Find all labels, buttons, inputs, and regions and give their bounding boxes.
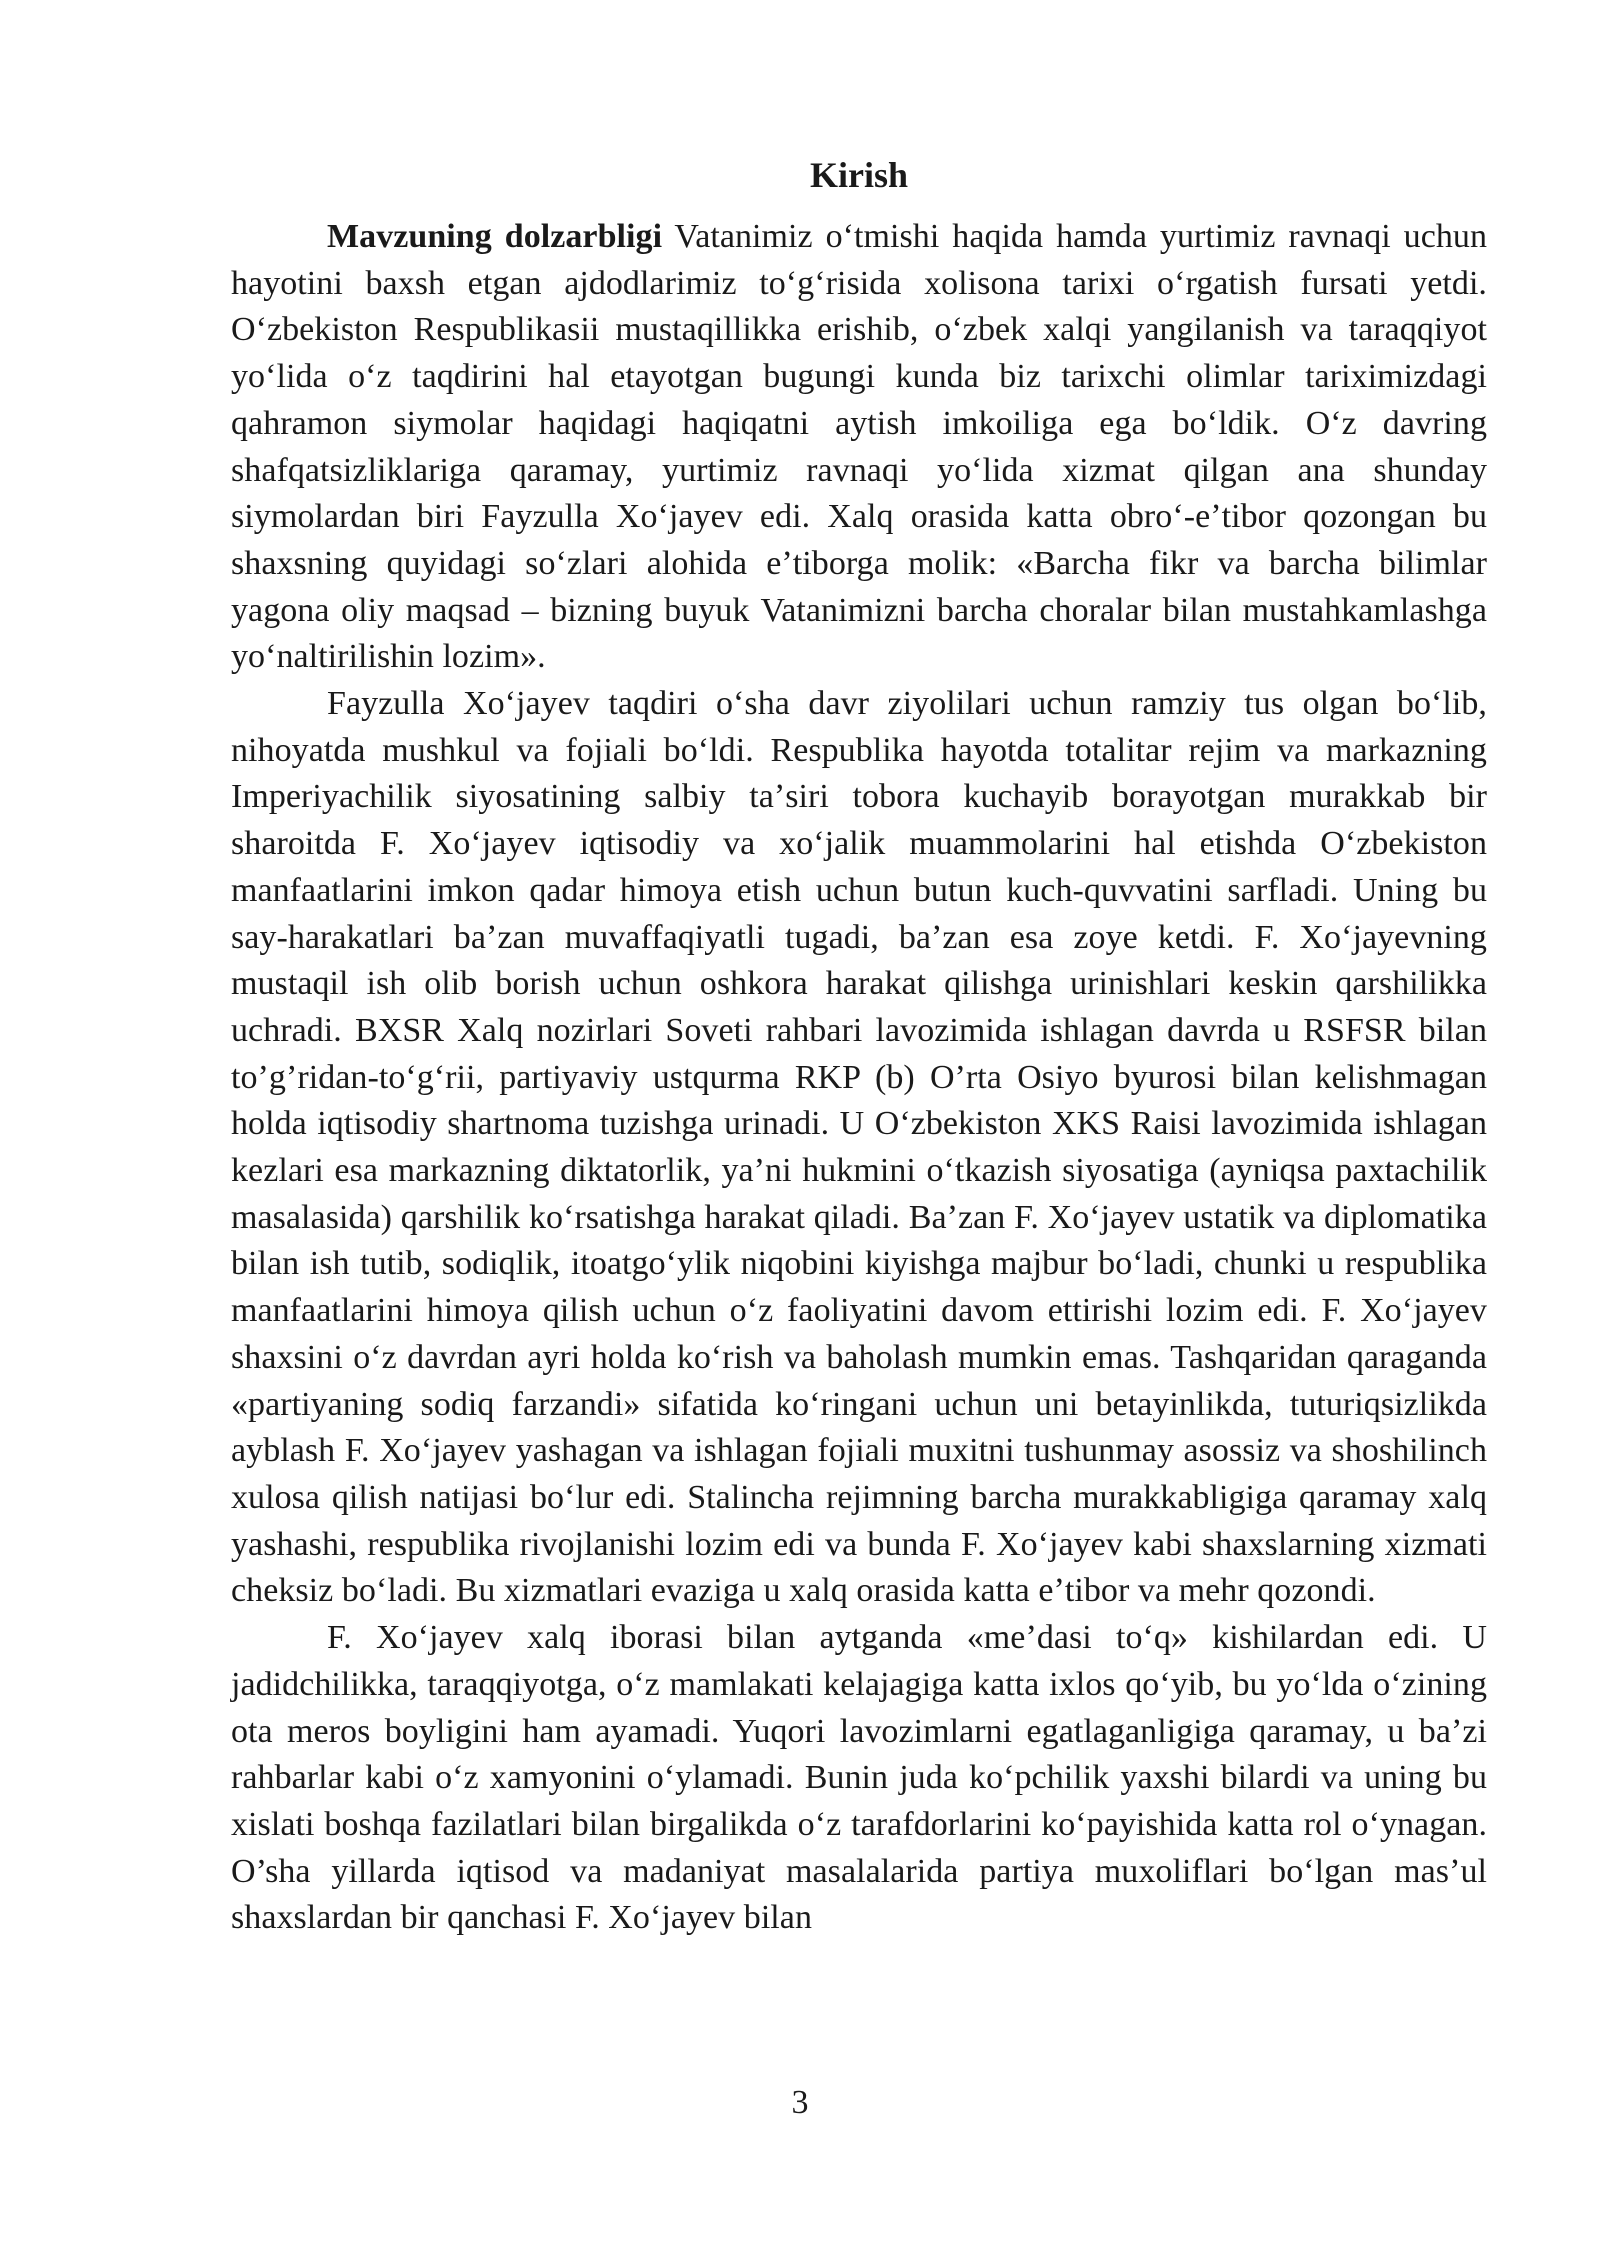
paragraph-lead: Mavzuning dolzarbligi xyxy=(327,218,663,255)
paragraph-text: Vatanimiz oʻtmishi haqida hamda yurtimiz ravnaqi uchun hayotini baxsh etgan ajdodlarimiz toʻgʻrisida xolisona tarixi oʻrgatish fursati yetdi. Oʻzbekiston Respublikasii mustaqillikka erishib, oʻzbek xalqi yangilanish va taraqqiyot yoʻlida oʻz taqdirini hal etayotgan bugungi kunda biz tarixchi olimlar tariximizdagi qahramon siymolar haqidagi haqiqatni aytish imkoiliga ega boʻldik. Oʻz davring shafqatsizliklariga qaramay, yurtimiz ravnaqi yoʻlida xizmat qilgan ana shunday siymolardan biri Fayzulla Xoʻjayev edi. Xalq orasida katta obroʻ-eʼtibor qozongan bu shaxsning quyidagi soʻzlari alohida eʼtiborga molik: «Barcha fikr va barcha bilimlar yagona oliy maqsad – bizning buyuk Vatanimizni barcha choralar bilan mustahkamlashga yoʻnaltirilishin lozim». xyxy=(231,218,1488,676)
paragraph-text: Fayzulla Xoʻjayev taqdiri oʻsha davr ziyolilari uchun ramziy tus olgan boʻlib, nihoyatda mushkul va fojiali boʻldi. Respublika hayotda totalitar rejim va markazning Imperiyachilik siyosatining salbiy taʼsiri tobora kuchayib borayotgan murakkab bir sharoitda F. Xoʻjayev iqtisodiy va xoʻjalik muammolarini hal etishda Oʻzbekiston manfaatlarini imkon qadar himoya etish uchun butun kuch-quvvatini sarfladi. Uning bu say-harakatlari baʼzan muvaffaqiyatli tugadi, baʼzan esa zoye ketdi. F. Xoʻjayevning mustaqil ish olib borish uchun oshkora harakat qilishga urinishlari keskin qarshilikka uchradi. BXSR Xalq nozirlari Soveti rahbari lavozimida ishlagan davrda u RSFSR bilan to’g’ridan-toʻgʻrii, partiyaviy ustqurma RKP (b) O’rta Osiyo byurosi bilan kelishmagan holda iqtisodiy shartnoma tuzishga urinadi. U Oʻzbekiston XKS Raisi lavozimida ishlagan kezlari esa markazning diktatorlik, ya’ni hukmini oʻtkazish siyosatiga (ayniqsa paxtachilik masalasida) qarshilik koʻrsatishga harakat qiladi. Baʼzan F. Xoʻjayev ustatik va diplomatika bilan ish tutib, sodiqlik, itoatgoʻylik niqobini kiyishga majbur boʻladi, chunki u respublika manfaatlarini himoya qilish uchun oʻz faoliyatini davom ettirishi lozim edi. F. Xoʻjayev shaxsini oʻz davrdan ayri holda koʻrish va baholash mumkin emas. Tashqaridan qaraganda «partiyaning sodiq farzandi» sifatida koʻringani uchun uni betayinlikda, tuturiqsizlikda ayblash F. Xoʻjayev yashagan va ishlagan fojiali muxitni tushunmay asossiz va shoshilinch xulosa qilish natijasi boʻlur edi. Stalincha rejimning barcha murakkabligiga qaramay xalq yashashi, respublika rivojlanishi lozim edi va bunda F. Xoʻjayev kabi shaxslarning xizmati cheksiz boʻladi. Bu xizmatlari evaziga u xalq orasida katta eʼtibor va mehr qozondi. xyxy=(231,685,1487,1610)
paragraph-3 xyxy=(231,1615,1487,1942)
section-title: Kirish xyxy=(809,155,908,195)
page-body xyxy=(231,150,1487,1942)
page-number: 3 xyxy=(791,2084,809,2121)
paragraph-2 xyxy=(231,681,1487,1615)
paragraph-1 xyxy=(231,214,1487,681)
paragraph-text: F. Xoʻjayev xalq iborasi bilan aytganda «meʼdasi toʻq» kishilardan edi. U jadidchilikka, taraqqiyotga, oʻz mamlakati kelajagiga katta ixlos qoʻyib, bu yoʻlda oʻzining ota meros boyligini ham ayamadi. Yuqori lavozimlarni egatlaganligiga qaramay, u baʼzi rahbarlar kabi oʻz xamyonini oʻylamadi. Bunin juda koʻpchilik yaxshi bilardi va uning bu xislati boshqa fazilatlari bilan birgalikda oʻz tarafdorlarini koʻpayishida katta rol oʻynagan. O’sha yillarda iqtisod va madaniyat masalalarida partiya muxoliflari boʻlgan masʼul shaxslardan bir qanchasi F. Xoʻjayev bilan xyxy=(231,1619,1487,1937)
